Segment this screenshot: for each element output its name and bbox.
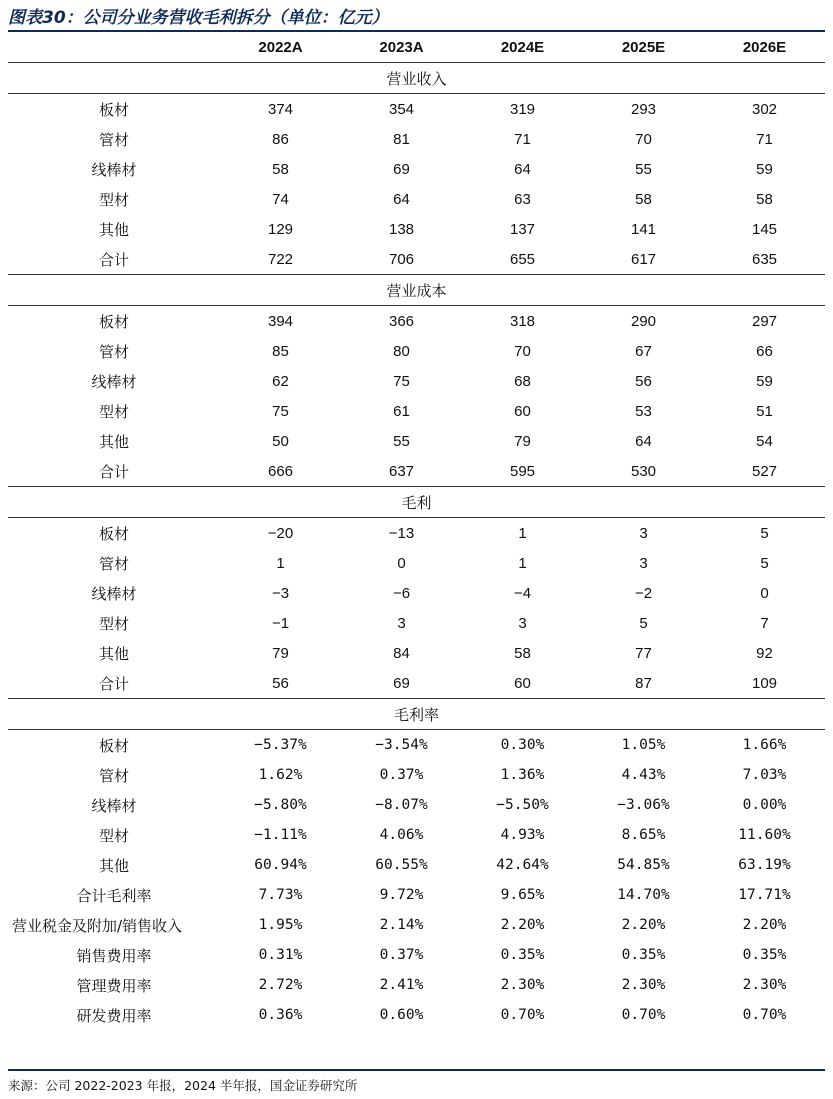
value-cell: −5.37% xyxy=(254,737,307,753)
value-cell: 2.30% xyxy=(500,977,545,993)
value-cell: −8.07% xyxy=(375,797,428,813)
value-cell: 5 xyxy=(639,614,648,632)
value-cell: 141 xyxy=(630,220,657,238)
value-cell: 50 xyxy=(272,432,289,450)
value-cell: 293 xyxy=(630,100,657,118)
table-body xyxy=(8,63,825,1031)
value-cell: 62 xyxy=(272,372,289,390)
row-label: 管材 xyxy=(98,766,129,785)
value-cell: 51 xyxy=(756,402,773,420)
row-label: 合计 xyxy=(98,674,129,693)
value-cell: −20 xyxy=(267,524,294,542)
value-cell: 3 xyxy=(639,554,648,572)
value-cell: 2.20% xyxy=(742,917,787,933)
value-cell: 70 xyxy=(514,342,531,360)
table-row xyxy=(8,214,825,244)
value-cell: 64 xyxy=(635,432,652,450)
value-cell: 0.00% xyxy=(742,797,787,813)
row-label: 管理费用率 xyxy=(76,976,152,995)
value-cell: 5 xyxy=(760,524,769,542)
value-cell: 0.35% xyxy=(742,947,787,963)
value-cell: 1.05% xyxy=(621,737,666,753)
table-row xyxy=(8,124,825,154)
value-cell: 366 xyxy=(388,312,415,330)
table-row xyxy=(8,154,825,184)
value-cell: 54 xyxy=(756,432,773,450)
financial-table xyxy=(8,32,825,1030)
table-row xyxy=(8,820,825,850)
header-year-2023a: 2023A xyxy=(341,32,462,63)
value-cell: 59 xyxy=(756,160,773,178)
value-cell: 70 xyxy=(635,130,652,148)
value-cell: 85 xyxy=(272,342,289,360)
row-label: 合计毛利率 xyxy=(76,886,152,905)
value-cell: 8.65% xyxy=(621,827,666,843)
section-header-row xyxy=(8,699,825,730)
section-header-row xyxy=(8,487,825,518)
value-cell: 58 xyxy=(635,190,652,208)
section-header-row xyxy=(8,275,825,306)
header-year-2022a: 2022A xyxy=(220,32,341,63)
table-row xyxy=(8,880,825,910)
table-row xyxy=(8,578,825,608)
header-row xyxy=(8,32,825,63)
value-cell: −5.80% xyxy=(254,797,307,813)
value-cell: 2.72% xyxy=(258,977,303,993)
value-cell: 63 xyxy=(514,190,531,208)
value-cell: 60 xyxy=(514,674,531,692)
value-cell: 5 xyxy=(760,554,769,572)
value-cell: 64 xyxy=(393,190,410,208)
value-cell: 56 xyxy=(635,372,652,390)
section-title: 毛利 xyxy=(8,487,825,518)
value-cell: 530 xyxy=(630,462,657,480)
header-year-2025e: 2025E xyxy=(583,32,704,63)
value-cell: 77 xyxy=(635,644,652,662)
value-cell: 60.55% xyxy=(375,857,428,873)
table-row xyxy=(8,790,825,820)
row-label: 合计 xyxy=(98,462,129,481)
value-cell: 302 xyxy=(751,100,778,118)
value-cell: 69 xyxy=(393,674,410,692)
value-cell: 0.36% xyxy=(258,1007,303,1023)
value-cell: 11.60% xyxy=(738,827,791,843)
row-label: 型材 xyxy=(98,402,129,421)
header-year-2026e: 2026E xyxy=(704,32,825,63)
row-label: 板材 xyxy=(98,312,129,331)
value-cell: 17.71% xyxy=(738,887,791,903)
header-year-2024e: 2024E xyxy=(462,32,583,63)
value-cell: 2.14% xyxy=(379,917,424,933)
row-label: 销售费用率 xyxy=(76,946,152,965)
section-header-row xyxy=(8,63,825,94)
table-row xyxy=(8,608,825,638)
value-cell: 75 xyxy=(393,372,410,390)
value-cell: 7 xyxy=(760,614,769,632)
table-row xyxy=(8,336,825,366)
row-label: 线棒材 xyxy=(91,584,137,603)
value-cell: 53 xyxy=(635,402,652,420)
row-label: 其他 xyxy=(98,220,129,239)
value-cell: 3 xyxy=(639,524,648,542)
row-label: 研发费用率 xyxy=(76,1006,152,1025)
value-cell: 9.72% xyxy=(379,887,424,903)
table-row xyxy=(8,970,825,1000)
table-row xyxy=(8,548,825,578)
row-label: 线棒材 xyxy=(91,372,137,391)
value-cell: 635 xyxy=(751,250,778,268)
value-cell: 655 xyxy=(509,250,536,268)
value-cell: 87 xyxy=(635,674,652,692)
value-cell: −3.54% xyxy=(375,737,428,753)
value-cell: 58 xyxy=(272,160,289,178)
row-label: 营业税金及附加/销售收入 xyxy=(12,916,183,935)
table-row xyxy=(8,940,825,970)
row-label: 板材 xyxy=(98,524,129,543)
value-cell: 63.19% xyxy=(738,857,791,873)
value-cell: −1.11% xyxy=(254,827,307,843)
row-label: 管材 xyxy=(98,554,129,573)
value-cell: 4.43% xyxy=(621,767,666,783)
value-cell: 595 xyxy=(509,462,536,480)
value-cell: 2.30% xyxy=(742,977,787,993)
value-cell: 374 xyxy=(267,100,294,118)
value-cell: 84 xyxy=(393,644,410,662)
value-cell: 138 xyxy=(388,220,415,238)
value-cell: 109 xyxy=(751,674,778,692)
value-cell: 67 xyxy=(635,342,652,360)
value-cell: 0.60% xyxy=(379,1007,424,1023)
value-cell: 64 xyxy=(514,160,531,178)
value-cell: 60.94% xyxy=(254,857,307,873)
value-cell: 60 xyxy=(514,402,531,420)
row-label: 合计 xyxy=(98,250,129,269)
value-cell: 0 xyxy=(397,554,406,572)
value-cell: 0.30% xyxy=(500,737,545,753)
figure-title: 图表30：公司分业务营收毛利拆分（单位：亿元） xyxy=(8,8,389,28)
value-cell: 0.37% xyxy=(379,767,424,783)
value-cell: 59 xyxy=(756,372,773,390)
value-cell: 666 xyxy=(267,462,294,480)
value-cell: −13 xyxy=(388,524,415,542)
bottom-rule xyxy=(8,1069,825,1071)
value-cell: 0.70% xyxy=(742,1007,787,1023)
table-row xyxy=(8,426,825,456)
table-row xyxy=(8,668,825,699)
value-cell: 145 xyxy=(751,220,778,238)
value-cell: 1 xyxy=(518,524,527,542)
value-cell: 56 xyxy=(272,674,289,692)
table-row xyxy=(8,396,825,426)
value-cell: 58 xyxy=(514,644,531,662)
value-cell: −3.06% xyxy=(617,797,670,813)
value-cell: −4 xyxy=(513,584,532,602)
value-cell: 7.03% xyxy=(742,767,787,783)
value-cell: 354 xyxy=(388,100,415,118)
value-cell: 55 xyxy=(635,160,652,178)
value-cell: 42.64% xyxy=(496,857,549,873)
value-cell: 318 xyxy=(509,312,536,330)
row-label: 板材 xyxy=(98,100,129,119)
value-cell: 79 xyxy=(514,432,531,450)
value-cell: 2.20% xyxy=(621,917,666,933)
source-note: 来源：公司 2022-2023 年报，2024 半年报，国金证券研究所 xyxy=(8,1078,358,1093)
value-cell: 4.93% xyxy=(500,827,545,843)
table-row xyxy=(8,638,825,668)
row-label: 型材 xyxy=(98,614,129,633)
section-title: 毛利率 xyxy=(8,699,825,730)
value-cell: 1.66% xyxy=(742,737,787,753)
value-cell: 79 xyxy=(272,644,289,662)
value-cell: 394 xyxy=(267,312,294,330)
table-row xyxy=(8,1000,825,1030)
section-title: 营业成本 xyxy=(8,275,825,306)
value-cell: 137 xyxy=(509,220,536,238)
value-cell: 71 xyxy=(514,130,531,148)
value-cell: 92 xyxy=(756,644,773,662)
value-cell: −1 xyxy=(271,614,290,632)
value-cell: 2.30% xyxy=(621,977,666,993)
row-label: 管材 xyxy=(98,130,129,149)
value-cell: 3 xyxy=(518,614,527,632)
header-label-cell xyxy=(8,32,220,63)
value-cell: 297 xyxy=(751,312,778,330)
table-row xyxy=(8,244,825,275)
row-label: 管材 xyxy=(98,342,129,361)
value-cell: 58 xyxy=(756,190,773,208)
table-row xyxy=(8,910,825,940)
value-cell: 66 xyxy=(756,342,773,360)
value-cell: 1.36% xyxy=(500,767,545,783)
value-cell: 0.31% xyxy=(258,947,303,963)
value-cell: 0 xyxy=(760,584,769,602)
value-cell: 14.70% xyxy=(617,887,670,903)
value-cell: 54.85% xyxy=(617,857,670,873)
value-cell: 69 xyxy=(393,160,410,178)
table-row xyxy=(8,456,825,487)
value-cell: 706 xyxy=(388,250,415,268)
value-cell: 68 xyxy=(514,372,531,390)
value-cell: −3 xyxy=(271,584,290,602)
row-label: 其他 xyxy=(98,432,129,451)
value-cell: 1.95% xyxy=(258,917,303,933)
value-cell: −6 xyxy=(392,584,411,602)
table-row xyxy=(8,306,825,337)
value-cell: 81 xyxy=(393,130,410,148)
table-row xyxy=(8,366,825,396)
row-label: 板材 xyxy=(98,736,129,755)
value-cell: 0.35% xyxy=(500,947,545,963)
value-cell: 527 xyxy=(751,462,778,480)
row-label: 线棒材 xyxy=(91,796,137,815)
value-cell: −2 xyxy=(634,584,653,602)
value-cell: 0.35% xyxy=(621,947,666,963)
section-title: 营业收入 xyxy=(8,63,825,94)
value-cell: 74 xyxy=(272,190,289,208)
table-row xyxy=(8,94,825,125)
value-cell: 617 xyxy=(630,250,657,268)
row-label: 型材 xyxy=(98,826,129,845)
value-cell: 129 xyxy=(267,220,294,238)
value-cell: 7.73% xyxy=(258,887,303,903)
table-row xyxy=(8,730,825,761)
value-cell: 722 xyxy=(267,250,294,268)
value-cell: 1 xyxy=(276,554,285,572)
value-cell: 290 xyxy=(630,312,657,330)
value-cell: 0.37% xyxy=(379,947,424,963)
value-cell: 0.70% xyxy=(621,1007,666,1023)
value-cell: 9.65% xyxy=(500,887,545,903)
value-cell: 2.20% xyxy=(500,917,545,933)
row-label: 型材 xyxy=(98,190,129,209)
value-cell: 319 xyxy=(509,100,536,118)
value-cell: 0.70% xyxy=(500,1007,545,1023)
row-label: 其他 xyxy=(98,644,129,663)
value-cell: 55 xyxy=(393,432,410,450)
value-cell: 86 xyxy=(272,130,289,148)
value-cell: −5.50% xyxy=(496,797,549,813)
value-cell: 4.06% xyxy=(379,827,424,843)
row-label: 其他 xyxy=(98,856,129,875)
table-row xyxy=(8,184,825,214)
value-cell: 2.41% xyxy=(379,977,424,993)
value-cell: 71 xyxy=(756,130,773,148)
table-row xyxy=(8,518,825,549)
table-row xyxy=(8,760,825,790)
value-cell: 637 xyxy=(388,462,415,480)
value-cell: 1 xyxy=(518,554,527,572)
value-cell: 61 xyxy=(393,402,410,420)
value-cell: 3 xyxy=(397,614,406,632)
value-cell: 1.62% xyxy=(258,767,303,783)
row-label: 线棒材 xyxy=(91,160,137,179)
value-cell: 75 xyxy=(272,402,289,420)
value-cell: 80 xyxy=(393,342,410,360)
table-row xyxy=(8,850,825,880)
